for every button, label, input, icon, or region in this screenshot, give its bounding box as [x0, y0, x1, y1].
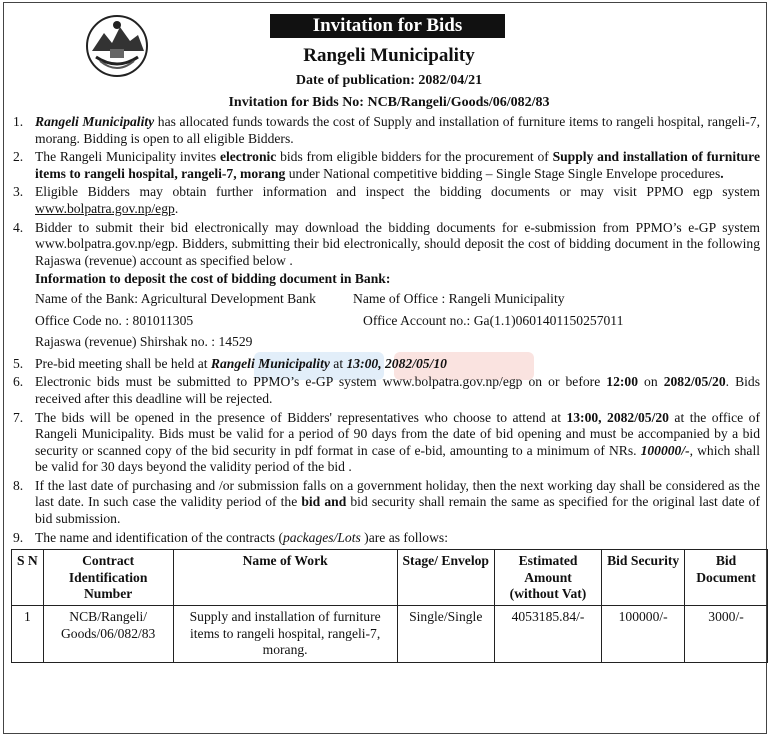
clause-number: 7.	[13, 409, 24, 425]
clause-number: 8.	[13, 477, 24, 493]
clause-5	[13, 356, 760, 373]
bank-info-title: Information to deposit the cost of bidding document in Bank:	[35, 271, 391, 287]
office-name: Name of Office : Rangeli Municipality	[353, 290, 565, 306]
cell-estimated-amount: 4053185.84/-	[494, 606, 601, 662]
col-header-name-of-work: Name of Work	[173, 550, 397, 606]
clause-emphasis: Supply and installation of furniture items to rangeli hospital, rangeli-7, morang	[35, 149, 761, 181]
table-row	[12, 606, 768, 662]
clause-7	[13, 410, 760, 476]
clause-text: under National competitive bidding – Single Stage Single Envelope procedures	[285, 165, 721, 181]
col-header-stage: Stage/ Envelop	[397, 550, 494, 606]
clause-emphasis: Rangeli Municipality	[210, 355, 330, 371]
clause-text: on	[638, 374, 664, 390]
clause-1	[13, 114, 760, 147]
publication-date: Date of publication: 2082/04/21	[295, 73, 483, 88]
office-account: Office Account no.: Ga(1.1)0601401150257011	[363, 312, 624, 328]
col-header-bid-security: Bid Security	[602, 550, 685, 606]
clause-emphasis: bid and	[301, 494, 347, 510]
clause-text: . Bids received after this deadline will be rejected.	[35, 374, 760, 406]
clause-text: at	[329, 355, 347, 371]
clause-number: 6.	[13, 374, 24, 390]
clause-emphasis: packages/Lots	[283, 529, 361, 545]
clause-text: bid security shall remain the same as specified for the original last date of bid submission.	[35, 494, 760, 527]
clause-text: bids from eligible bidders for the procurement of	[276, 149, 553, 165]
clause-text: .	[174, 200, 179, 216]
clause-3	[13, 184, 760, 217]
clause-8	[13, 478, 760, 528]
egp-link[interactable]: www.bolpatra.gov.np/egp	[35, 200, 175, 216]
clause-number: 3.	[13, 184, 24, 200]
cell-stage: Single/Single	[397, 606, 494, 662]
bid-security-amount: 100000/-	[640, 442, 690, 458]
contracts-table	[11, 549, 768, 662]
clause-emphasis: electronic	[219, 149, 277, 165]
clause-9	[13, 530, 760, 547]
opening-datetime: 13:00, 2082/05/20	[566, 409, 669, 425]
clause-text: Electronic bids must be submitted to PPMO’s e-GP system www.bolpatra.gov.np/egp on or before	[35, 374, 607, 390]
clause-text: Eligible Bidders may obtain further information and inspect the bidding documents or may visit PPMO egp system	[35, 184, 760, 200]
organization-name: Rangeli Municipality	[303, 45, 475, 66]
bank-name: Name of the Bank: Agricultural Development Bank	[35, 290, 316, 306]
submission-time: 12:00	[606, 374, 638, 390]
cell-contract-id: NCB/Rangeli/ Goods/06/082/83	[43, 606, 173, 662]
clause-text: Pre-bid meeting shall be held at	[35, 355, 211, 371]
clause-text: )are as follows:	[360, 529, 448, 545]
clause-text: , which shall be valid for 30 days beyond the validity period of the bid .	[35, 442, 761, 475]
clause-text: The name and identification of the contracts (	[35, 529, 283, 545]
col-header-sn: S N	[12, 550, 44, 606]
cell-name-of-work: Supply and installation of furniture items to rangeli hospital, rangeli-7, morang.	[173, 606, 397, 662]
clause-6	[13, 374, 760, 407]
cell-bid-security: 100000/-	[602, 606, 685, 662]
bank-row	[35, 291, 760, 308]
ifb-number: Invitation for Bids No: NCB/Rangeli/Goods/06/082/83	[228, 95, 550, 110]
clause-text: The bids will be opened in the presence of Bidders' representatives who choose to attend at	[35, 409, 567, 425]
bank-row	[35, 313, 760, 330]
clause-number: 2.	[13, 149, 24, 165]
cell-sn: 1	[12, 606, 44, 662]
clause-emphasis: .	[720, 165, 724, 181]
clause-2	[13, 149, 760, 182]
clause-text: The Rangeli Municipality invites	[35, 149, 220, 165]
clause-4	[13, 220, 760, 270]
notice-page	[3, 2, 767, 734]
clause-text: If the last date of purchasing and /or submission falls on a government holiday, then the next working day shall be considered as the last date. In such case the validity period of the	[35, 477, 760, 510]
notice-body	[13, 114, 760, 663]
clause-text: Bidder to submit their bid electronically may download the bidding documents for e-submission from PPMO’s e-GP system www.bolpatra.gov.np/egp. Bidders, submitting their bid electronically, should deposit the cost of bidding document in the following Rajaswa (revenue) account as specified below .	[35, 219, 760, 268]
clause-number: 9.	[13, 529, 24, 545]
clause-text: at the office of Rangeli Municipality. Bids must be valid for a period of 90 days from the date of bid opening and must be accompanied by a bid security or scanned copy of the bid security in pdf format in case of e-bid, amounting to a minimum of NRs.	[35, 409, 760, 458]
clause-text: has allocated funds towards the cost of Supply and installation of furniture items to rangeli hospital, rangeli-7, morang. Bidding is open to all eligible Bidders.	[35, 114, 760, 146]
col-header-estimated-amount: Estimated Amount (without Vat)	[494, 550, 601, 606]
org-emphasis: Rangeli Municipality	[35, 114, 155, 129]
rajaswa-shirshak: Rajaswa (revenue) Shirshak no. : 14529	[35, 334, 253, 350]
office-code: Office Code no. : 801011305	[35, 312, 194, 328]
clause-number: 5.	[13, 355, 24, 371]
col-header-bid-document: Bid Document	[685, 550, 768, 606]
clause-number: 1.	[13, 114, 24, 129]
pre-bid-datetime: 13:00, 2082/05/10	[346, 355, 447, 371]
header-title: Invitation for Bids	[270, 14, 505, 38]
cell-bid-document: 3000/-	[685, 606, 768, 662]
clause-number: 4.	[13, 219, 24, 235]
submission-date: 2082/05/20	[663, 374, 726, 390]
bank-row	[35, 334, 760, 351]
col-header-contract-id: Contract Identification Number	[43, 550, 173, 606]
table-header-row	[12, 550, 768, 606]
bank-info	[13, 271, 760, 350]
